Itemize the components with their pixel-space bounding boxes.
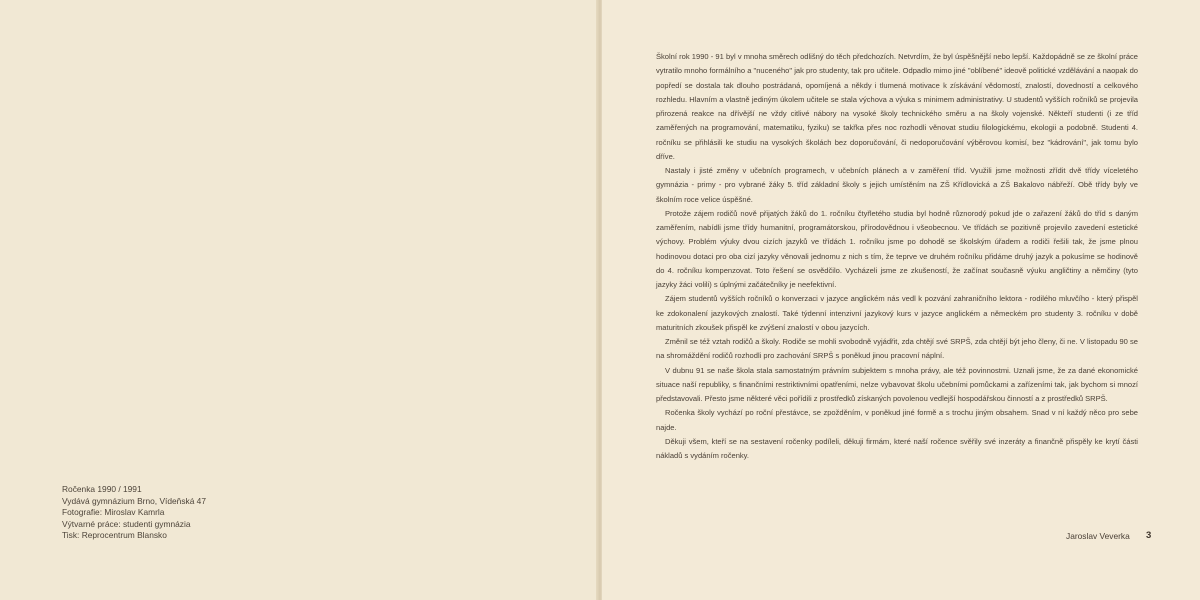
page-number: 3 (1146, 530, 1152, 541)
colophon-line: Fotografie: Miroslav Kamrla (62, 507, 165, 518)
colophon-line: Vydává gymnázium Brno, Vídeňská 47 (62, 495, 207, 506)
article-paragraph: V dubnu 91 se naše škola stala samostatným právním subjektem s mnoha právy, ale též povinnostmi. Uznali jsme, že za dané ekonomické situace naší republiky, s finančními restriktivními opatřeními, nelze vybavovat školu učebními pomůckami a zařízeními tak, jak bychom si mnozí představovali. Přesto jsme některé věci pořídili z prostředků získaných povolenou vedlejší hospodářskou činností a z prostředků SRPŠ. (656, 365, 1138, 403)
article-paragraph: Změnil se též vztah rodičů a školy. Rodiče se mohli svobodně vyjádřit, zda chtějí své SRPŠ, zda chtějí být jeho členy, či ne. V listopadu 90 se na shromáždění rodičů rozhodli pro zachování SRPŠ s poněkud jinou pracovní náplní. (656, 337, 1138, 361)
article-paragraph: Ročenka školy vychází po roční přestávce, se zpožděním, v poněkud jiné formě a s trochu jiným obsahem. Snad v ní každý něco pro sebe najde. (656, 408, 1138, 432)
colophon-line: Ročenka 1990 / 1991 (62, 484, 142, 494)
article-paragraph: Školní rok 1990 - 91 byl v mnoha směrech odlišný do těch předchozích. Netvrdím, že byl úspěšnější nebo lepší. Každopádně se ze školní práce vytratilo mnoho formálního a "nuceného" jak pro studenty, tak pro učitele. Odpadlo mimo jiné "oblíbené" ideově politické vzdělávání a naopak do popředí se dostala tak dlouho postrádaná, opomíjená a někdy i tlumená motivace k získávání vědomostí, znalostí, dovedností a celkového rozhledu. Hlavním a vlastně jediným úkolem učitele se stala výchova a výuka s minimem administrativy. U studentů vyšších ročníků se projevila přirozená reakce na dřívější ne vždy citlivé nábory na vysoké školy technického směru a na školy vojenské. Někteří studenti (i ze tříd zaměřených na programování, matematiku, fyziku) se takřka přes noc rozhodli věnovat studiu filologickému, ekologii a podobně. Studenti 4. ročníku se přihlásili ke studiu na vysokých školách bez doporučování, či nedoporučování výběrovou komisí, bez "kádrování", jak tomu bylo dříve. (656, 52, 1138, 161)
colophon-line: Tisk: Reprocentrum Blansko (62, 530, 167, 541)
colophon-line: Výtvarné práce: studenti gymnázia (62, 518, 191, 529)
left-page (0, 0, 598, 600)
article-paragraph: Nastaly i jisté změny v učebních programech, v učebních plánech a v zaměření tříd. Využili jsme možnosti zřídit dvě třídy víceletého gymnázia - primy - pro vybrané žáky 5. tříd základní školy s jejich umístěním na ZŠ Křídlovická a ZŠ Bakalovo nábřeží. Obě třídy byly ve školním roce velice úspěšné. (656, 166, 1138, 204)
article-paragraph: Zájem studentů vyšších ročníků o konverzaci v jazyce anglickém nás vedl k pozvání zahraničního lektora - rodilého mluvčího - který přispěl ke zdokonalení jazykových znalostí. Také týdenní intenzivní jazykový kurs v jazyce anglickém a německém pro studenty 3. ročníku v době maturitních zkoušek přispěl ke zvýšení znalostí v obou jazycích. (656, 294, 1138, 332)
article-paragraph: Děkuji všem, kteří se na sestavení ročenky podíleli, děkuji firmám, které naší ročence svěřily své inzeráty a finančně přispěly ke krytí části nákladů s vydáním ročenky. (656, 436, 1138, 460)
article-body (656, 50, 1138, 463)
article-paragraph: Protože zájem rodičů nově přijatých žáků do 1. ročníku čtyřletého studia byl hodně různorodý pokud jde o zařazení žáků do tříd s daným zaměřením, nabídli jsme třídy humanitní, programátorskou, přírodovědnou i všeobecnou. Ve třídách se pozitivně projevilo zavedení estetické výchovy. Problém výuky dvou cizích jazyků ve třídách 1. ročníku jsme po dohodě se školským úřadem a rodiči řešili tak, že jsme plnou hodinovou dotaci pro oba cizí jazyky věnovali jednomu z nich s tím, že teprve ve druhém ročníku přidáme druhý jazyk a pokusíme se hodinově do 4. ročníku kompenzovat. Toto řešení se osvědčilo. Vycházeli jsme ze zkušeností, že začínat současně výuku angličtiny a němčiny (tyto jazyky žáci volili) s úplnými začátečníky je neefektivní. (656, 208, 1138, 289)
colophon (62, 484, 362, 542)
author-signature: Jaroslav Veverka (1066, 531, 1130, 541)
